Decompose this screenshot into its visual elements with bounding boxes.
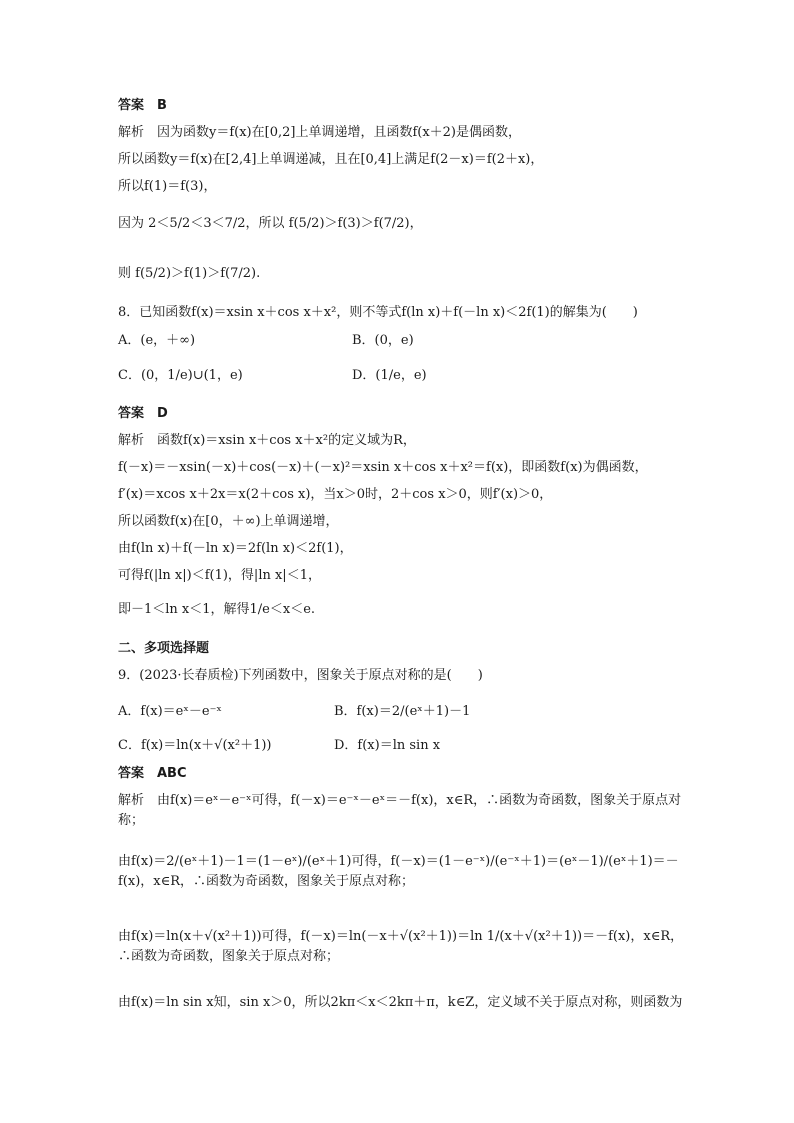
q8-option-d: D．(1/e，e) [352,368,427,383]
answer-label-q7: 答案 B [118,98,167,113]
analysis-line: 由f(ln x)＋f(－ln x)＝2f(ln x)＜2f(1)， [118,541,353,556]
q8-option-b: B．(0，e) [352,333,414,348]
q9-option-a: A．f(x)＝eˣ－e⁻ˣ [118,704,222,719]
analysis-line: 即－1＜ln x＜1，解得1/e＜x＜e. [118,602,316,617]
q9-option-c: C．f(x)＝ln(x＋√(x²＋1)) [118,738,272,753]
analysis-line: f′(x)＝xcos x＋2x＝x(2＋cos x)，当x＞0时，2＋cos x＞0，则f′(x)＞0， [118,487,553,502]
analysis-line: 解析 函数f(x)＝xsin x＋cos x＋x²的定义域为R， [118,433,416,448]
analysis-line: f(－x)＝－xsin(－x)＋cos(－x)＋(－x)²＝xsin x＋cos x＋x²＝f(x)，即函数f(x)为偶函数， [118,460,648,475]
analysis-line: 可得f(|ln x|)＜f(1)，得|ln x|＜1， [118,568,321,583]
question-9-stem: 9．(2023·长春质检)下列函数中，图象关于原点对称的是( ) [118,668,483,683]
analysis-line: 所以函数f(x)在[0，＋∞)上单调递增， [118,514,339,529]
section-title-multiple-choice: 二、多项选择题 [118,641,210,656]
analysis-line: 则 f(5/2)＞f(1)＞f(7/2). [118,266,261,281]
question-8-stem: 8．已知函数f(x)＝xsin x＋cos x＋x²，则不等式f(ln x)＋f(－ln x)＜2f(1)的解集为( ) [118,305,638,320]
analysis-paragraph: 解析 由f(x)＝eˣ－e⁻ˣ可得，f(－x)＝e⁻ˣ－eˣ＝－f(x)，x∈R，∴函数为奇函数，图象关于原点对称； [118,793,682,828]
answer-label-q9: 答案 ABC [118,766,187,781]
q8-option-a: A．(e，＋∞) [118,333,196,348]
analysis-line: 解析 因为函数y＝f(x)在[0,2]上单调递增，且函数f(x＋2)是偶函数， [118,125,522,140]
q9-option-b: B．f(x)＝2/(eˣ＋1)－1 [334,704,471,719]
analysis-line: 因为 2＜5/2＜3＜7/2，所以 f(5/2)＞f(3)＞f(7/2)， [118,216,423,231]
analysis-paragraph: 由f(x)＝2/(eˣ＋1)－1＝(1－eˣ)/(eˣ＋1)可得，f(－x)＝(1－e⁻ˣ)/(e⁻ˣ＋1)＝(eˣ－1)/(eˣ＋1)＝－f(x)，x∈R，∴函数为奇函数，图象关于原点对称； [118,854,679,889]
analysis-line: 所以函数y＝f(x)在[2,4]上单调递减，且在[0,4]上满足f(2－x)＝f(2＋x)， [118,152,544,167]
analysis-line: 所以f(1)＝f(3)， [118,179,217,194]
analysis-paragraph: 由f(x)＝ln(x＋√(x²＋1))可得，f(－x)＝ln(－x＋√(x²＋1))＝ln 1/(x＋√(x²＋1))＝－f(x)，x∈R，∴函数为奇函数，图象关于原点对称； [118,929,684,964]
q8-option-c: C．(0，1/e)∪(1，e) [118,368,243,383]
analysis-line: 由f(x)＝ln sin x知，sin x＞0，所以2kπ＜x＜2kπ＋π，k∈Z，定义域不关于原点对称，则函数为 [118,995,683,1010]
answer-label-q8: 答案 D [118,406,168,421]
q9-option-d: D．f(x)＝ln sin x [334,738,441,753]
